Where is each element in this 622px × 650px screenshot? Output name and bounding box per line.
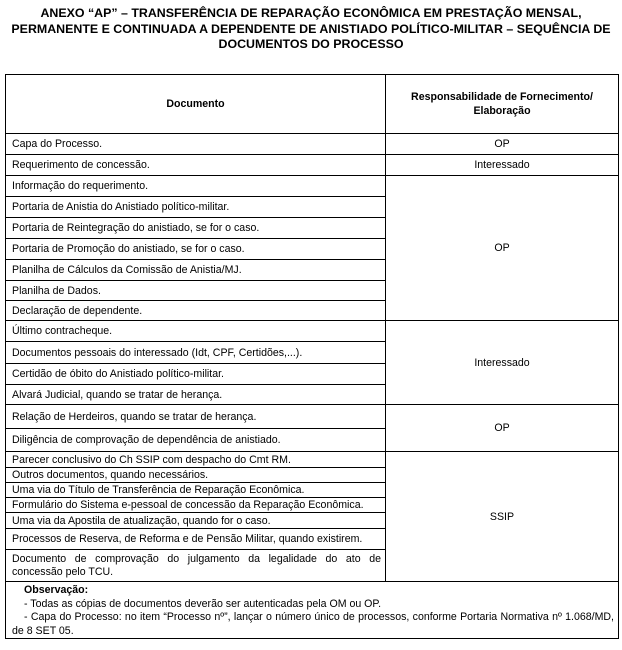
title-line-2: PERMANENTE E CONTINUADA A DEPENDENTE DE ANISTIADO POLÍTICO-MILITAR – SEQUÊNCIA DE [11,21,611,36]
document-cell: Diligência de comprovação de dependência de anistiado. [6,429,386,452]
document-cell: Relação de Herdeiros, quando se tratar de herança. [6,405,386,429]
table-row [6,405,619,429]
header-responsabilidade [386,75,619,134]
responsibility-cell: OP [386,134,619,155]
document-cell: Capa do Processo. [6,134,386,155]
document-cell: Processos de Reserva, de Reforma e de Pensão Militar, quando existirem. [6,529,386,550]
observation-item: - Capa do Processo: no item “Processo nº”, lançar o número único de processos, conforme Portaria Normativa nº 1.068/MD, de 8 SET 05. [12,611,614,637]
document-cell: Parecer conclusivo do Ch SSIP com despacho do Cmt RM. [6,452,386,468]
header-resp-line-2: Elaboração [473,105,531,117]
table-row [6,176,619,197]
header-documento: Documento [6,75,386,134]
document-title [0,6,622,53]
document-cell: Certidão de óbito do Anistiado político-militar. [6,364,386,385]
document-cell: Declaração de dependente. [6,301,386,321]
table-row [6,321,619,342]
responsibility-cell: OP [386,405,619,452]
document-cell: Documento de comprovação do julgamento da legalidade do ato de concessão pelo TCU. [6,550,386,582]
table-row [6,134,619,155]
observation-label: Observação: [24,584,89,596]
responsibility-cell: OP [386,176,619,321]
header-resp-line-1: Responsabilidade de Fornecimento/ [411,91,593,103]
documents-table [5,74,619,639]
document-cell: Documentos pessoais do interessado (Idt, CPF, Certidões,...). [6,342,386,364]
document-cell: Uma via da Apostila de atualização, quando for o caso. [6,513,386,529]
document-cell: Portaria de Promoção do anistiado, se for o caso. [6,239,386,260]
document-cell: Último contracheque. [6,321,386,342]
table-row [6,452,619,468]
responsibility-cell: Interessado [386,321,619,405]
title-line-3: DOCUMENTOS DO PROCESSO [218,37,404,51]
observation-cell [6,582,619,639]
table-row [6,155,619,176]
title-line-1: ANEXO “AP” – TRANSFERÊNCIA DE REPARAÇÃO ECONÔMICA EM PRESTAÇÃO MENSAL, [40,6,582,20]
table-header-row [6,75,619,134]
document-cell: Informação do requerimento. [6,176,386,197]
responsibility-cell: Interessado [386,155,619,176]
document-cell: Planilha de Dados. [6,281,386,301]
document-cell: Portaria de Anistia do Anistiado político-militar. [6,197,386,218]
document-cell: Outros documentos, quando necessários. [6,468,386,483]
document-cell: Formulário do Sistema e-pessoal de concessão da Reparação Econômica. [6,498,386,513]
responsibility-cell: SSIP [386,452,619,582]
document-cell: Uma via do Título de Transferência de Reparação Econômica. [6,483,386,498]
document-cell: Planilha de Cálculos da Comissão de Anistia/MJ. [6,260,386,281]
observation-item: - Todas as cópias de documentos deverão ser autenticadas pela OM ou OP. [24,597,382,610]
observation-row [6,582,619,639]
document-cell: Portaria de Reintegração do anistiado, se for o caso. [6,218,386,239]
document-cell: Alvará Judicial, quando se tratar de herança. [6,385,386,405]
document-cell: Requerimento de concessão. [6,155,386,176]
